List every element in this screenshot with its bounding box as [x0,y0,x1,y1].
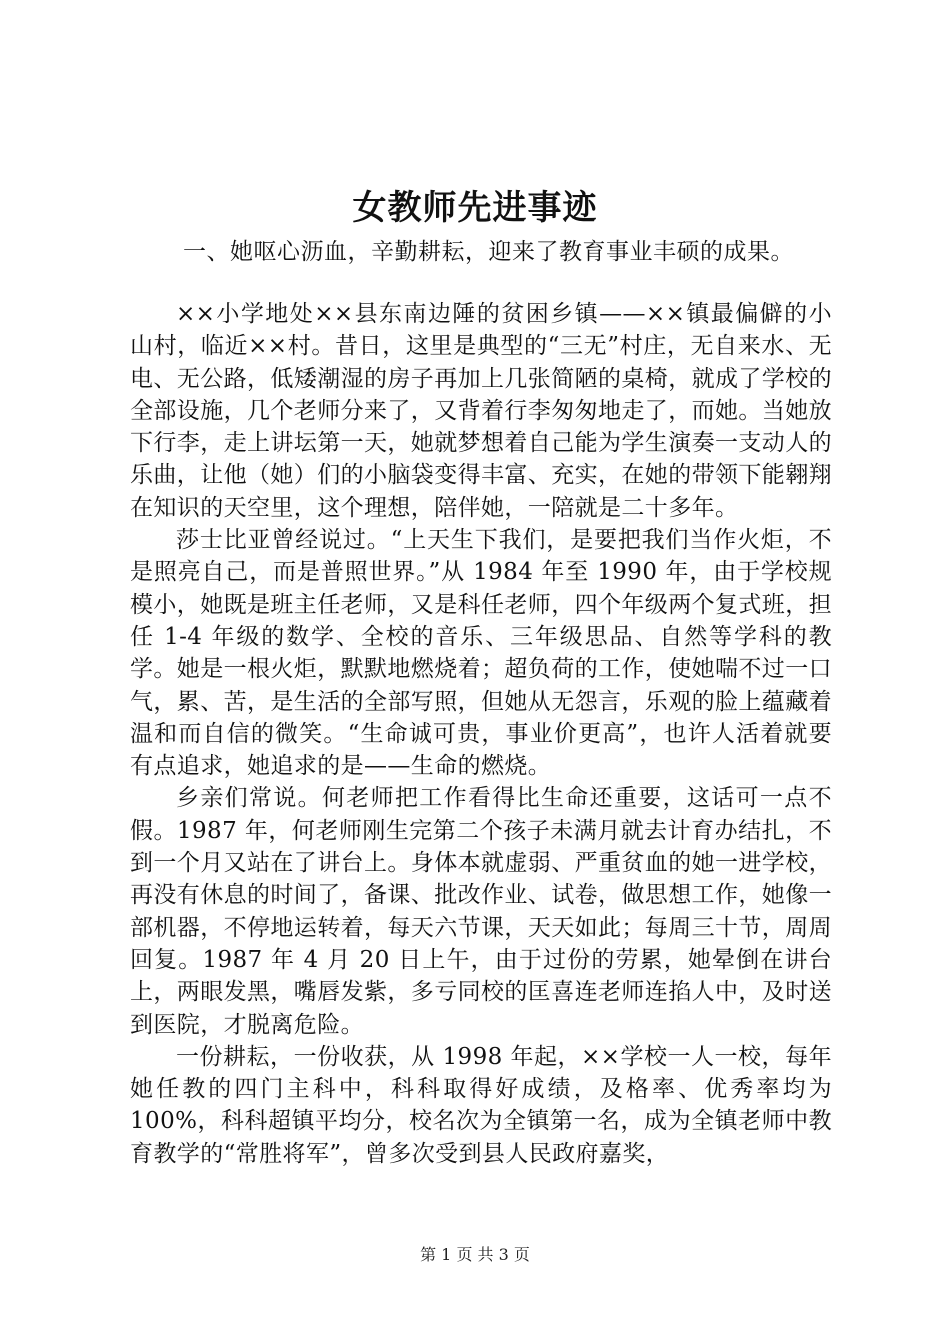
body-paragraph: 莎士比亚曾经说过。“上天生下我们，是要把我们当作火炬，不是照亮自己，而是普照世界。”从 1984 年至 1990 年，由于学校规模小，她既是班主任老师，又是科任老师，四个年级两个复式班，担任 1-4 年级的数学、全校的音乐、三年级思品、自然等学科的教学。她是一根火炬，默默地燃烧着；超负荷的工作，使她喘不过一口气，累、苦，是生活的全部写照，但她从无怨言，乐观的脸上蕴藏着温和而自信的微笑。“生命诚可贵，事业价更高”，也许人活着就要有点追求，她追求的是——生命的燃烧。 [130,527,832,780]
body-paragraph: 一份耕耘，一份收获，从 1998 年起，××学校一人一校，每年她任教的四门主科中，科科取得好成绩，及格率、优秀率均为 100%，科科超镇平均分，校名次为全镇第一名，成为全镇老师中教育教学的“常胜将军”，曾多次受到县人民政府嘉奖， [130,1043,832,1167]
document-body [130,298,832,1170]
section-heading: 一、她呕心沥血，辛勤耕耘，迎来了教育事业丰硕的成果。 [183,239,794,265]
body-paragraph: 乡亲们常说。何老师把工作看得比生命还重要，这话可一点不假。1987 年，何老师刚生完第二个孩子未满月就去计育办结扎，不到一个月又站在了讲台上。身体本就虚弱、严重贫血的她一进学校，再没有休息的时间了，备课、批改作业、试卷，做思想工作，她像一部机器，不停地运转着，每天六节课，天天如此；每周三十节，周周回复。1987 年 4 月 20 日上午，由于过份的劳累，她晕倒在讲台上，两眼发黑，嘴唇发紫，多亏同校的匡喜连老师连掐人中，及时送到医院，才脱离危险。 [130,785,832,1038]
document-title: 女教师先进事迹 [352,188,598,228]
body-paragraph: ××小学地处××县东南边陲的贫困乡镇——××镇最偏僻的小山村，临近××村。昔日，这里是典型的“三无”村庄，无自来水、无电、无公路，低矮潮湿的房子再加上几张简陋的桌椅，就成了学校的全部设施，几个老师分来了，又背着行李匆匆地走了，而她。当她放下行李，走上讲坛第一天，她就梦想着自己能为学生演奏一支动人的乐曲，让他（她）们的小脑袋变得丰富、充实，在她的带领下能翱翔在知识的天空里，这个理想，陪伴她，一陪就是二十多年。 [130,301,832,521]
page-number-footer: 第 1 页 共 3 页 [420,1245,530,1264]
